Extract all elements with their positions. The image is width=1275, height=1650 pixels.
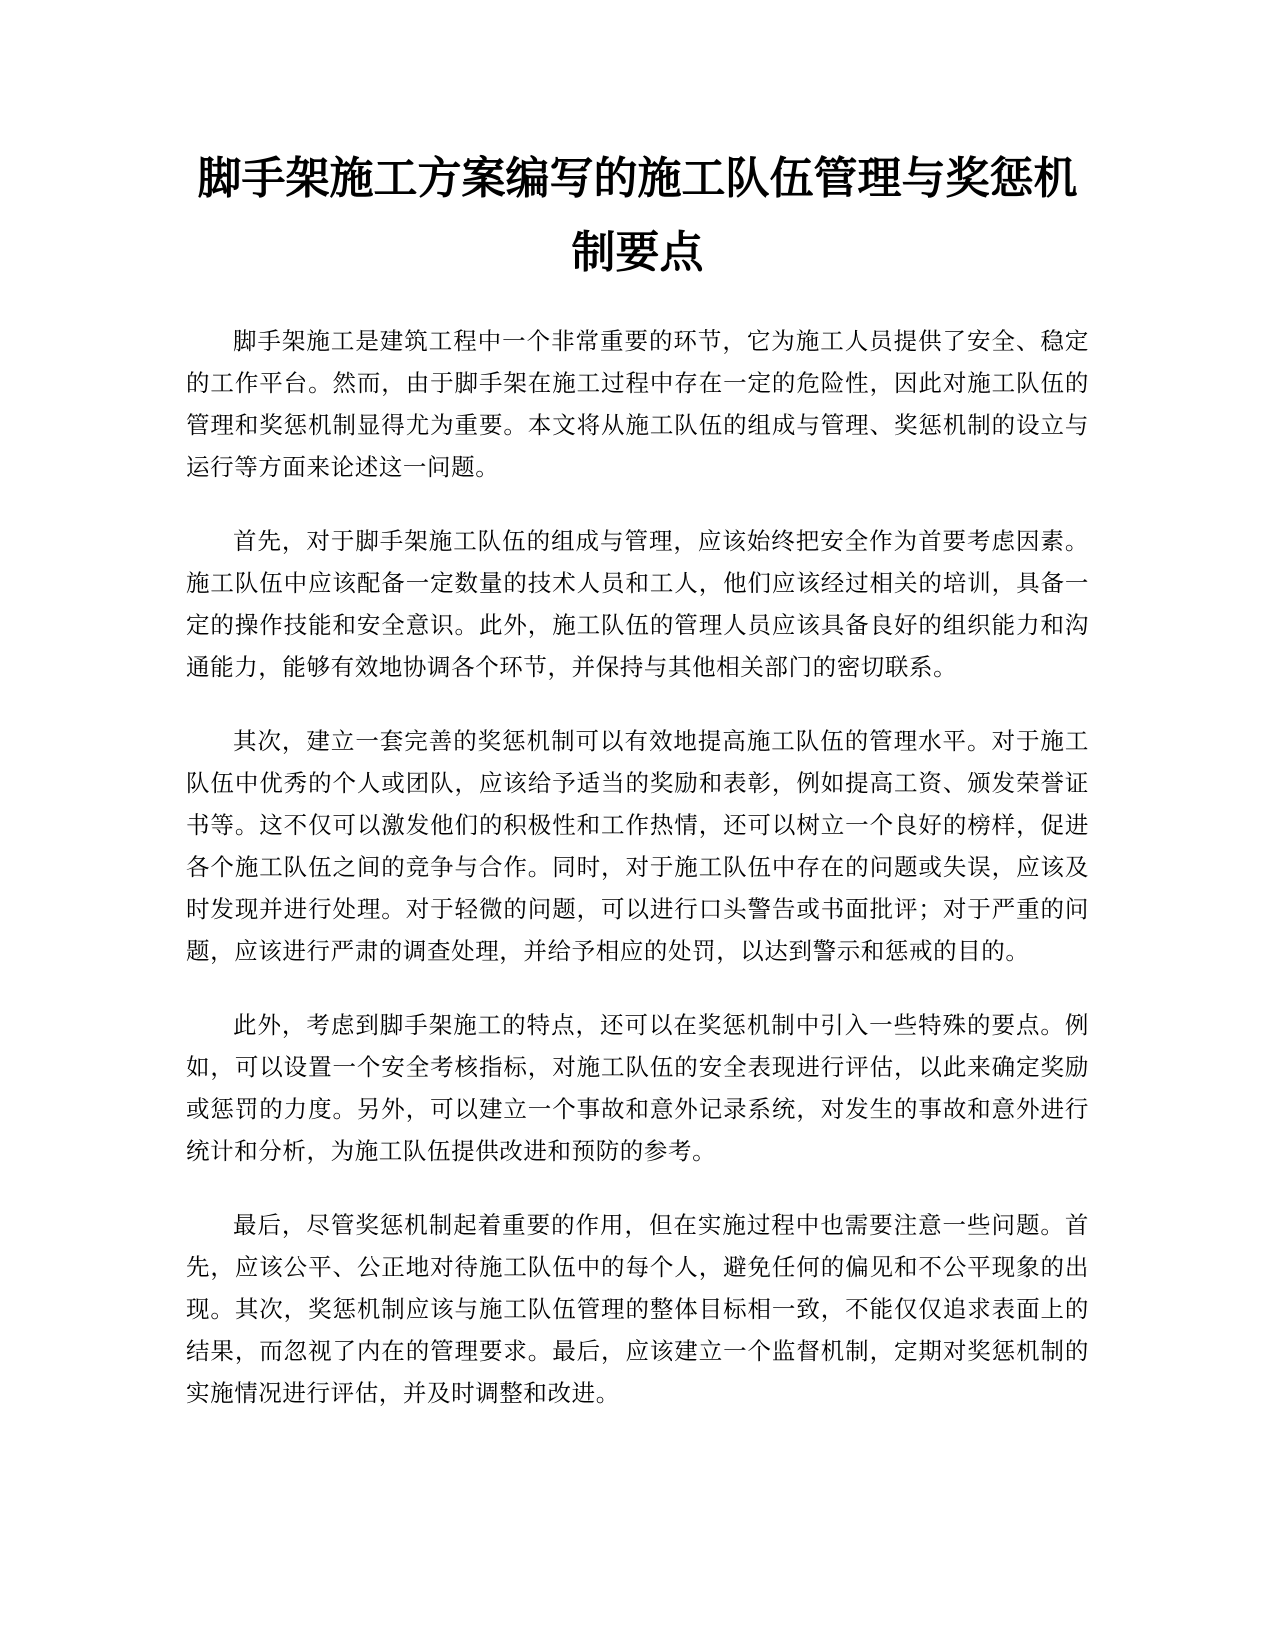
paragraph-reward-punishment: 其次，建立一套完善的奖惩机制可以有效地提高施工队伍的管理水平。对于施工队伍中优秀的个人或团队，应该给予适当的奖励和表彰，例如提高工资、颁发荣誉证书等。这不仅可以激发他们的积极性和工作热情，还可以树立一个良好的榜样，促进各个施工队伍之间的竞争与合作。同时，对于施工队伍中存在的问题或失误，应该及时发现并进行处理。对于轻微的问题，可以进行口头警告或书面批评；对于严重的问题，应该进行严肃的调查处理，并给予相应的处罚，以达到警示和惩戒的目的。 xyxy=(186,727,1089,965)
paragraph-special-points: 此外，考虑到脚手架施工的特点，还可以在奖惩机制中引入一些特殊的要点。例如，可以设置一个安全考核指标，对施工队伍的安全表现进行评估，以此来确定奖励或惩罚的力度。另外，可以建立一个事故和意外记录系统，对发生的事故和意外进行统计和分析，为施工队伍提供改进和预防的参考。 xyxy=(186,1011,1089,1165)
paragraph-team-composition: 首先，对于脚手架施工队伍的组成与管理，应该始终把安全作为首要考虑因素。施工队伍中应该配备一定数量的技术人员和工人，他们应该经过相关的培训，具备一定的操作技能和安全意识。此外，施工队伍的管理人员应该具备良好的组织能力和沟通能力，能够有效地协调各个环节，并保持与其他相关部门的密切联系。 xyxy=(186,527,1089,681)
document-title: 脚手架施工方案编写的施工队伍管理与奖惩机制要点 xyxy=(197,153,1078,278)
document-body xyxy=(186,320,1089,1446)
paragraph-conclusion: 最后，尽管奖惩机制起着重要的作用，但在实施过程中也需要注意一些问题。首先，应该公平、公正地对待施工队伍中的每个人，避免任何的偏见和不公平现象的出现。其次，奖惩机制应该与施工队伍管理的整体目标相一致，不能仅仅追求表面上的结果，而忽视了内在的管理要求。最后，应该建立一个监督机制，定期对奖惩机制的实施情况进行评估，并及时调整和改进。 xyxy=(186,1211,1089,1407)
paragraph-intro: 脚手架施工是建筑工程中一个非常重要的环节，它为施工人员提供了安全、稳定的工作平台。然而，由于脚手架在施工过程中存在一定的危险性，因此对施工队伍的管理和奖惩机制显得尤为重要。本文将从施工队伍的组成与管理、奖惩机制的设立与运行等方面来论述这一问题。 xyxy=(186,327,1089,481)
